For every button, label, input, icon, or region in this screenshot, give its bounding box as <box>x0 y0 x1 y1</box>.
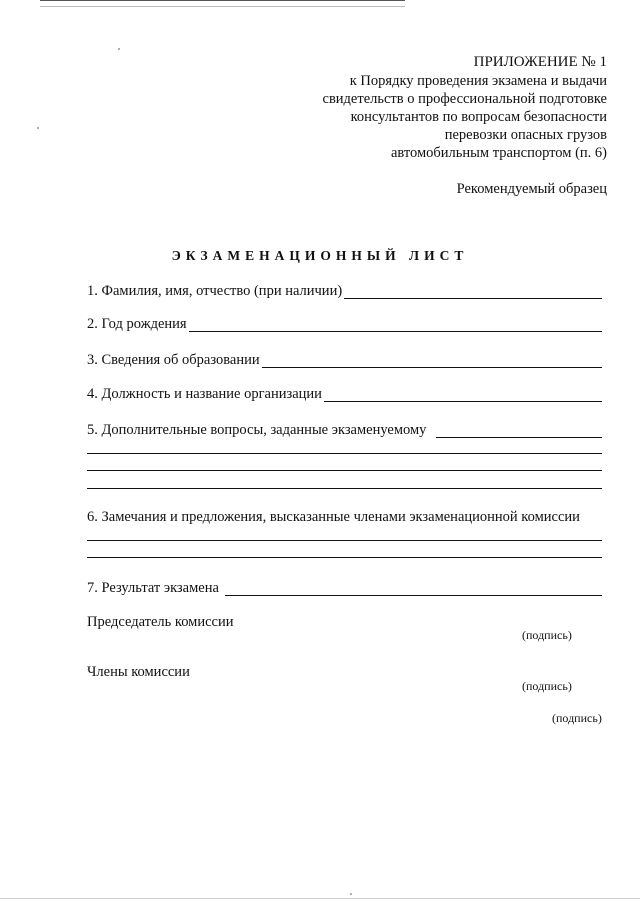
field-full-name-line[interactable] <box>344 284 602 299</box>
field-questions-label: 5. Дополнительные вопросы, заданные экзаменуемому <box>87 422 427 438</box>
questions-extra-line[interactable] <box>87 488 602 489</box>
appendix-header <box>323 53 607 162</box>
scan-edge-top <box>40 0 405 1</box>
field-questions <box>87 422 602 438</box>
member-signature-label: (подпись) <box>552 711 602 725</box>
field-birth-year-label: 2. Год рождения <box>87 316 187 332</box>
appendix-line: автомобильным транспортом (п. 6) <box>390 145 607 161</box>
members-label: Члены комиссии <box>87 664 190 680</box>
remarks-line[interactable] <box>87 540 602 541</box>
questions-extra-line[interactable] <box>87 470 602 471</box>
scan-speck <box>37 127 39 129</box>
appendix-line: свидетельств о профессиональной подготовке <box>322 91 607 107</box>
appendix-line: консультантов по вопросам безопасности <box>350 109 607 125</box>
field-position-label: 4. Должность и название организации <box>87 386 322 402</box>
document-title: ЭКЗАМЕНАЦИОННЫЙ ЛИСТ <box>171 248 469 263</box>
remarks-line[interactable] <box>87 557 602 558</box>
appendix-line: к Порядку проведения экзамена и выдачи <box>349 73 607 89</box>
member-signature-label: (подпись) <box>522 679 572 693</box>
field-full-name <box>87 283 602 299</box>
field-full-name-label: 1. Фамилия, имя, отчество (при наличии) <box>87 283 343 299</box>
field-result <box>87 580 602 596</box>
field-birth-year-line[interactable] <box>189 317 602 332</box>
chairman-label: Председатель комиссии <box>87 614 234 630</box>
chairman-signature-label: (подпись) <box>522 628 572 642</box>
field-position <box>87 386 602 402</box>
scan-edge-bottom <box>0 898 640 899</box>
field-birth-year <box>87 316 602 332</box>
field-result-label: 7. Результат экзамена <box>87 580 219 596</box>
field-result-line[interactable] <box>225 581 602 596</box>
questions-extra-line[interactable] <box>87 453 602 454</box>
scan-speck <box>118 48 120 50</box>
field-position-line[interactable] <box>324 387 602 402</box>
field-questions-line[interactable] <box>436 423 602 438</box>
scan-edge-top-faint <box>40 6 405 7</box>
field-education <box>87 352 602 368</box>
appendix-line: перевозки опасных грузов <box>444 127 607 143</box>
field-remarks-label: 6. Замечания и предложения, высказанные членами экзаменационной комиссии <box>87 509 580 525</box>
scan-speck <box>350 893 352 895</box>
recommended-sample-label: Рекомендуемый образец <box>456 181 607 197</box>
field-education-line[interactable] <box>262 353 602 368</box>
field-education-label: 3. Сведения об образовании <box>87 352 260 368</box>
appendix-title: ПРИЛОЖЕНИЕ № 1 <box>473 54 607 70</box>
